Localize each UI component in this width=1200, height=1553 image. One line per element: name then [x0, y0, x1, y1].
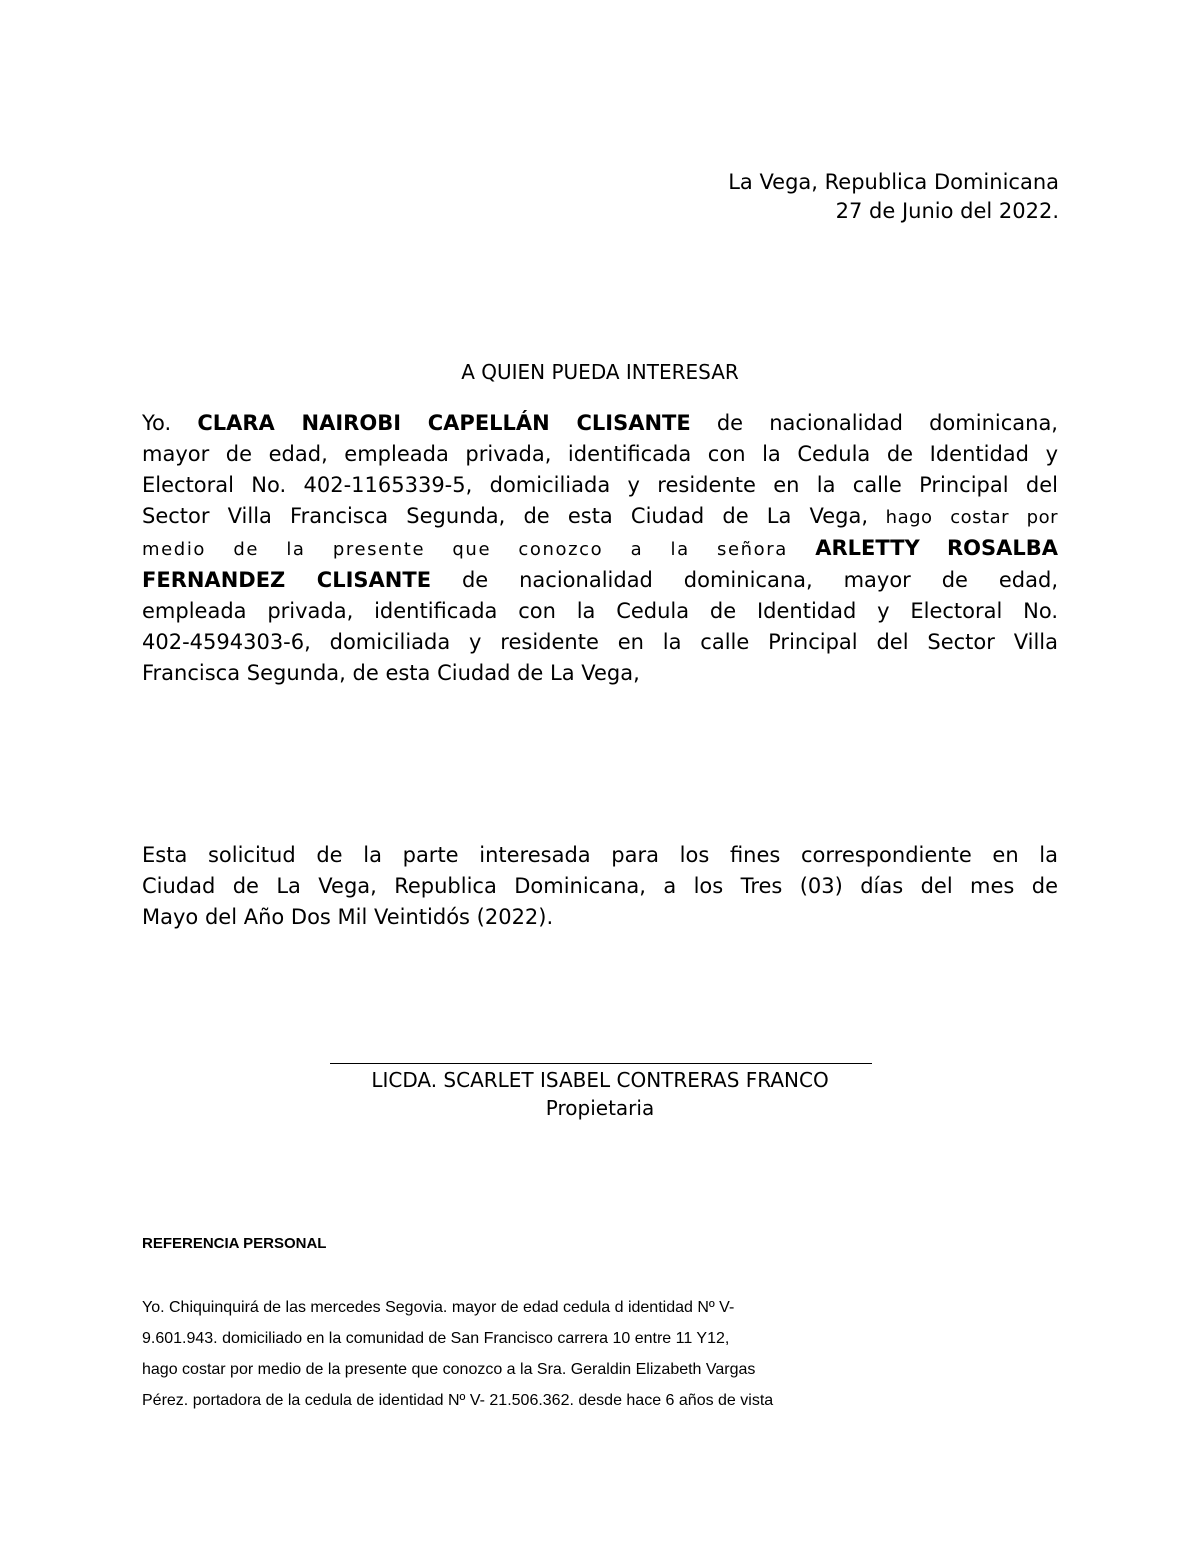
paragraph-line — [142, 533, 1058, 565]
paragraph-line: mayor de edad, empleada privada, identificada con la Cedula de Identidad y — [142, 442, 1058, 466]
declarant-name: CLARA NAIROBI CAPELLÁN CLISANTE — [197, 411, 691, 435]
reference-line: Yo. Chiquinquirá de las mercedes Segovia. mayor de edad cedula d identidad Nº V- — [142, 1299, 735, 1316]
paragraph-line — [142, 565, 1058, 596]
paragraph-line — [142, 501, 1058, 533]
reference-body — [142, 1292, 773, 1416]
paragraph-declaration — [142, 408, 1058, 689]
paragraph-line: Francisca Segunda, de esta Ciudad de La Vega, — [142, 661, 640, 685]
paragraph-request — [142, 840, 1058, 933]
subject-name: ARLETTY ROSALBA — [815, 536, 1058, 560]
text-segment: Sector Villa Francisca Segunda, de esta Ciudad de La Vega, — [142, 504, 868, 528]
paragraph-line: Ciudad de La Vega, Republica Dominicana, a los Tres (03) días del mes de — [142, 874, 1058, 898]
text-segment: medio de la presente que conozco a la señora — [142, 539, 816, 560]
paragraph-line: empleada privada, identificada con la Cedula de Identidad y Electoral No. — [142, 599, 1058, 623]
reference-title: REFERENCIA PERSONAL — [142, 1235, 327, 1252]
reference-line: Pérez. portadora de la cedula de identidad Nº V- 21.506.362. desde hace 6 años de vista — [142, 1392, 774, 1409]
signature-line — [330, 1063, 872, 1064]
reference-line: hago costar por medio de la presente que conozco a la Sra. Geraldin Elizabeth Vargas — [142, 1361, 756, 1378]
text-segment: hago costar por — [868, 507, 1059, 528]
reference-line: 9.601.943. domiciliado en la comunidad de San Francisco carrera 10 entre 11 Y12, — [142, 1330, 730, 1347]
text-segment: Yo. — [142, 411, 198, 435]
paragraph-line: Electoral No. 402-1165339-5, domiciliada y residente en la calle Principal del — [142, 473, 1058, 497]
paragraph-line: Esta solicitud de la parte interesada para los fines correspondiente en la — [142, 843, 1058, 867]
signatory-role: Propietaria — [545, 1096, 655, 1120]
date-line: 27 de Junio del 2022. — [835, 199, 1059, 223]
place-line: La Vega, Republica Dominicana — [728, 170, 1059, 194]
date-block — [728, 168, 1059, 226]
text-segment: de nacionalidad dominicana, — [690, 411, 1058, 435]
subject-name: FERNANDEZ CLISANTE — [142, 568, 432, 592]
signatory-name: LICDA. SCARLET ISABEL CONTRERAS FRANCO — [371, 1068, 829, 1092]
text-segment: de nacionalidad dominicana, mayor de edad, — [431, 568, 1059, 592]
paragraph-line — [142, 408, 1058, 439]
document-heading: A QUIEN PUEDA INTERESAR — [461, 360, 739, 384]
paragraph-line: Mayo del Año Dos Mil Veintidós (2022). — [142, 905, 554, 929]
paragraph-line: 402-4594303-6, domiciliada y residente en la calle Principal del Sector Villa — [142, 630, 1058, 654]
